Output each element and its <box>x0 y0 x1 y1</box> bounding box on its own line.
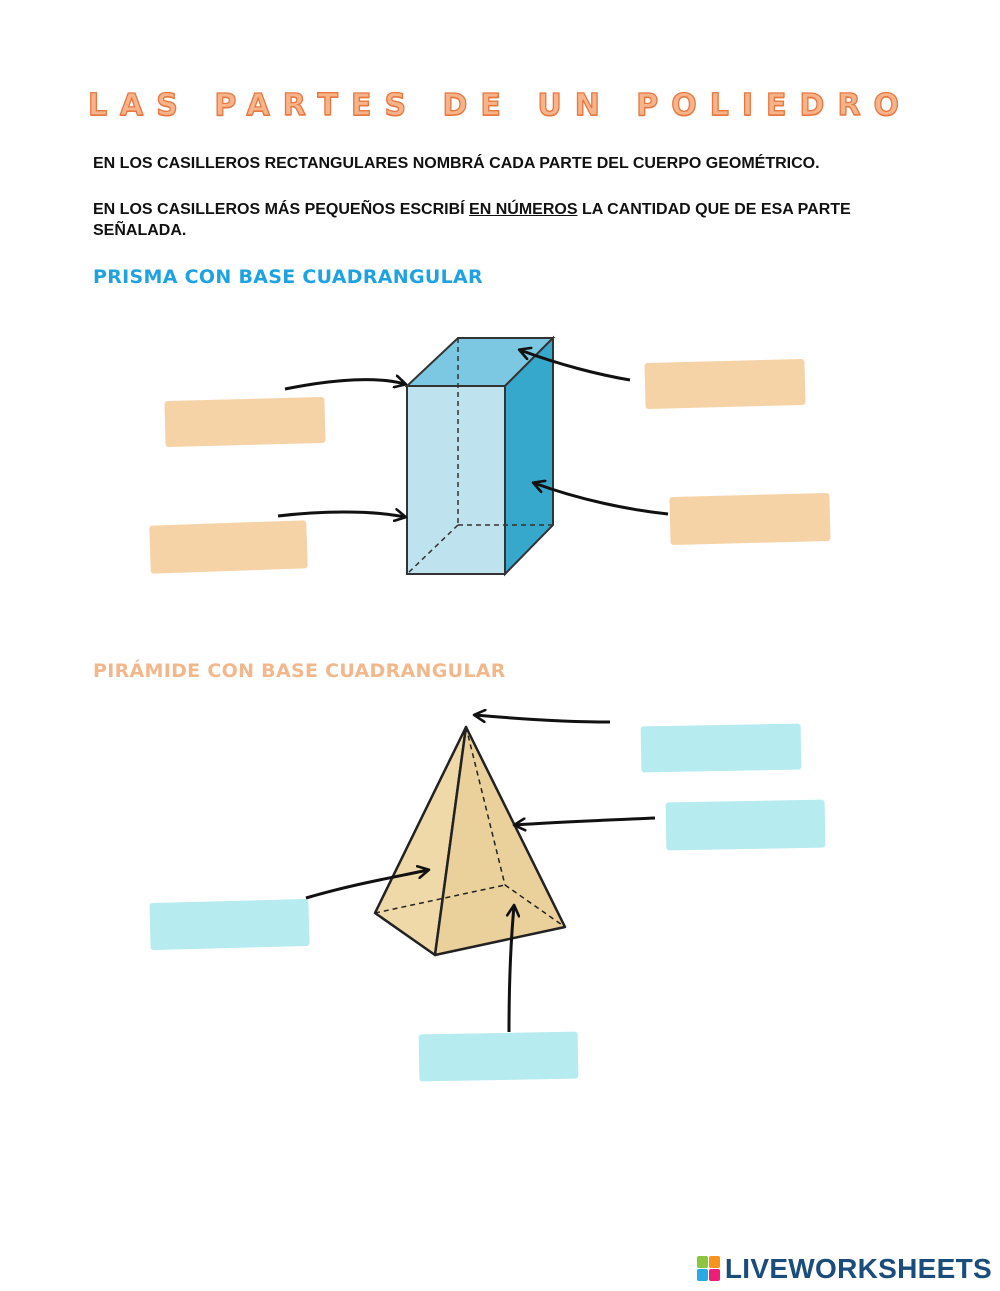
instruction-2-after: LA CANTIDAD QUE DE ESA PARTE SEÑALADA. <box>93 201 851 239</box>
instruction-2-underlined: EN NÚMEROS <box>469 201 578 218</box>
prism-arrow-vertex <box>520 350 630 380</box>
prism-input-2[interactable] <box>149 520 308 573</box>
prism-arrow-side <box>534 483 668 514</box>
instruction-2-before: EN LOS CASILLEROS MÁS PEQUEÑOS ESCRIBÍ <box>93 201 470 218</box>
section-pyramid-title: PIRÁMIDE CON BASE CUADRANGULAR <box>93 660 506 682</box>
prism-input-1[interactable] <box>164 397 325 447</box>
liveworksheets-brand <box>697 1253 992 1285</box>
pyramid-left-face <box>375 727 466 955</box>
section-prism-title: PRISMA CON BASE CUADRANGULAR <box>93 266 483 288</box>
liveworksheets-logo <box>697 1256 721 1282</box>
liveworksheets-text: LIVEWORKSHEETS <box>724 1253 992 1284</box>
prism-top-face <box>407 338 553 386</box>
pyramid-arrow-vertex <box>475 715 610 722</box>
pyramid-arrow-base <box>509 906 514 1032</box>
pyramid-right-face <box>435 727 565 955</box>
prism-input-4[interactable] <box>669 493 830 545</box>
pyramid-input-4[interactable] <box>419 1032 579 1082</box>
prism-input-3[interactable] <box>644 359 805 409</box>
pyramid-arrow-edge <box>515 818 655 825</box>
prism-right-face <box>505 338 553 574</box>
prism-arrow-edge <box>285 380 405 389</box>
instruction-1: EN LOS CASILLEROS RECTANGULARES NOMBRÁ CADA PARTE DEL CUERPO GEOMÉTRICO. <box>93 155 820 172</box>
pyramid-input-1[interactable] <box>641 724 802 773</box>
page-title: LAS PARTES DE UN POLIEDRO <box>87 88 913 123</box>
instruction-2 <box>93 199 913 241</box>
pyramid-input-3[interactable] <box>149 899 309 950</box>
prism-front-face <box>407 386 505 574</box>
pyramid-input-2[interactable] <box>666 800 826 851</box>
pyramid-arrow-face <box>306 870 428 898</box>
prism-arrow-face <box>278 512 405 517</box>
